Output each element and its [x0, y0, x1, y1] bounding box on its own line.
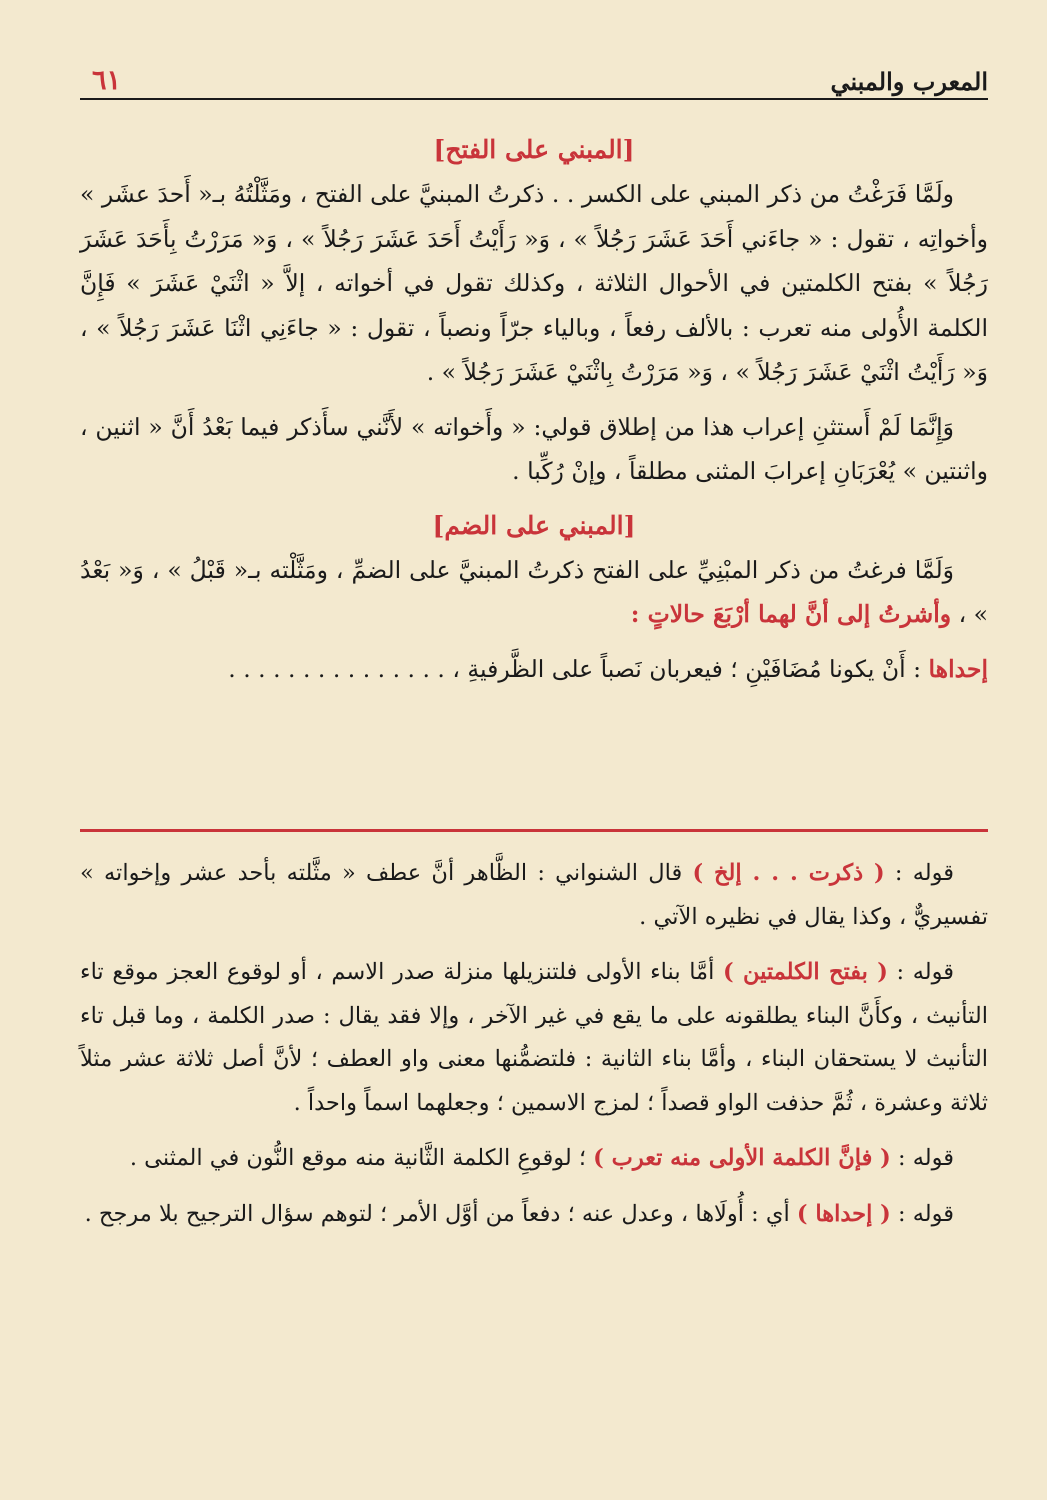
footnote — [80, 1193, 988, 1237]
paragraph — [80, 647, 988, 692]
note-text: أي : أُولَاها ، وعدل عنه ؛ دفعاً من أوَّل الأمر ؛ لتوهم سؤال الترجيح بلا مرجح . — [84, 1200, 797, 1227]
paragraph — [80, 548, 988, 637]
note-lead: قوله : — [890, 1200, 954, 1227]
main-text — [80, 128, 988, 691]
highlighted-text: إحداها — [928, 654, 988, 683]
page-number: ٦١ — [92, 65, 122, 96]
note-quote: ( إحداها ) — [796, 1200, 891, 1227]
footnote — [80, 852, 988, 939]
note-quote: ( ذكرت . . . إلخ ) — [692, 860, 885, 886]
note-text: قال الشنواني : الظَّاهر أنَّ عطف « مثَّلته بأحد عشر وإخواته » تفسيريٌّ ، وكذا يقال في نظيره الآتي . — [80, 860, 988, 930]
note-quote: ( فإنَّ الكلمة الأولى منه تعرب ) — [593, 1145, 891, 1171]
footnotes — [80, 852, 988, 1248]
running-title: المعرب والمبني — [830, 67, 988, 96]
footnote-rule — [80, 829, 988, 832]
paragraph-text: وَإِنَّمَا لَمْ أَستثنِ إعراب هذا من إطلاق قولي: « وأَخواته » لأَنَّني سأَذكر فيما بَعْدُ أَنَّ « اثنين ، واثنتين » يُعْرَبَانِ إعرابَ المثنى مطلقاً ، وإنْ رُكِّبا . — [80, 412, 988, 485]
footnote — [80, 951, 988, 1125]
note-text: ؛ لوقوعِ الكلمة الثَّانية منه موقع النُّون في المثنى . — [129, 1145, 594, 1171]
page-header — [80, 58, 988, 96]
paragraph — [80, 405, 988, 494]
header-rule — [80, 98, 988, 100]
paragraph-text: وَلَمَّا فرغتُ من ذكر المبْنِيِّ على الفتح ذكرتُ المبنيَّ على الضمِّ ، ومَثَّلْته بـ« قَبْلُ » ، وَ« بَعْدُ » ، — [80, 555, 988, 628]
highlighted-text: وأشرتُ إلى أنَّ لهما أرْبَعَ حالاتٍ : — [630, 600, 952, 628]
note-lead: قوله : — [884, 860, 955, 886]
section-title-damm: [المبني على الضم] — [432, 510, 636, 540]
footnote — [80, 1137, 988, 1181]
paragraph-text: : أَنْ يكونا مُضَافَيْنِ ؛ فيعربان نَصباً على الظَّرفيةِ ، . . . . . . . . . . . . . . . — [228, 654, 929, 683]
paragraph-text: ولَمَّا فَرَغْتُ من ذكر المبني على الكسر . . ذكرتُ المبنيَّ على الفتح ، ومَثَّلْتُهُ بـ« أَحدَ عشَر » وأخواتِه ، تقول : « جاءَني أَحَدَ عَشَرَ رَجُلاً » ، وَ« رَأَيْتُ أَحَدَ عَشَرَ رَجُلاً » ، وَ« مَرَرْتُ بِأَحَدَ عَشَرَ رَجُلاً » بفتح الكلمتين في الأحوال الثلاثة ، وكذلك تقول في أخواته ، إلاَّ « اثْنَيْ عَشَرَ » فَإِنَّ الكلمة الأُولى منه تعرب : بالألف رفعاً ، وبالياء جرّاً ونصباً ، تقول : « جاءَنِي اثْنَا عَشَرَ رَجُلاً » ، وَ« رَأَيْتُ اثْنَيْ عَشَرَ رَجُلاً » ، وَ« مَرَرْتُ بِاثْنَيْ عَشَرَ رَجُلاً » . — [80, 180, 988, 386]
note-quote: ( بفتح الكلمتين ) — [723, 959, 888, 985]
note-lead: قوله : — [887, 959, 955, 985]
section-title-fath: [المبني على الفتح] — [433, 135, 635, 164]
note-text: أمَّا بناء الأولى فلتنزيلها منزلة صدر الاسم ، أو لوقوع العجز موقع تاء التأنيث ، وكأَنَّ البناء يطلقونه على ما يقع في غير الآخر ، وإلا فقد يقال : صدر الكلمة ، وما قبل تاء التأنيث لا يستحقان البناء ، وأمَّا بناء الثانية : فلتضمُّنها معنى واو العطف ؛ لأنَّ أصل ثلاثة عشر مثلاً ثلاثة وعشرة ، ثُمَّ حذفت الواو قصداً ؛ لمزج الاسمين ؛ وجعلهما اسماً واحداً . — [80, 959, 988, 1116]
paragraph — [80, 172, 988, 395]
note-lead: قوله : — [890, 1145, 954, 1171]
